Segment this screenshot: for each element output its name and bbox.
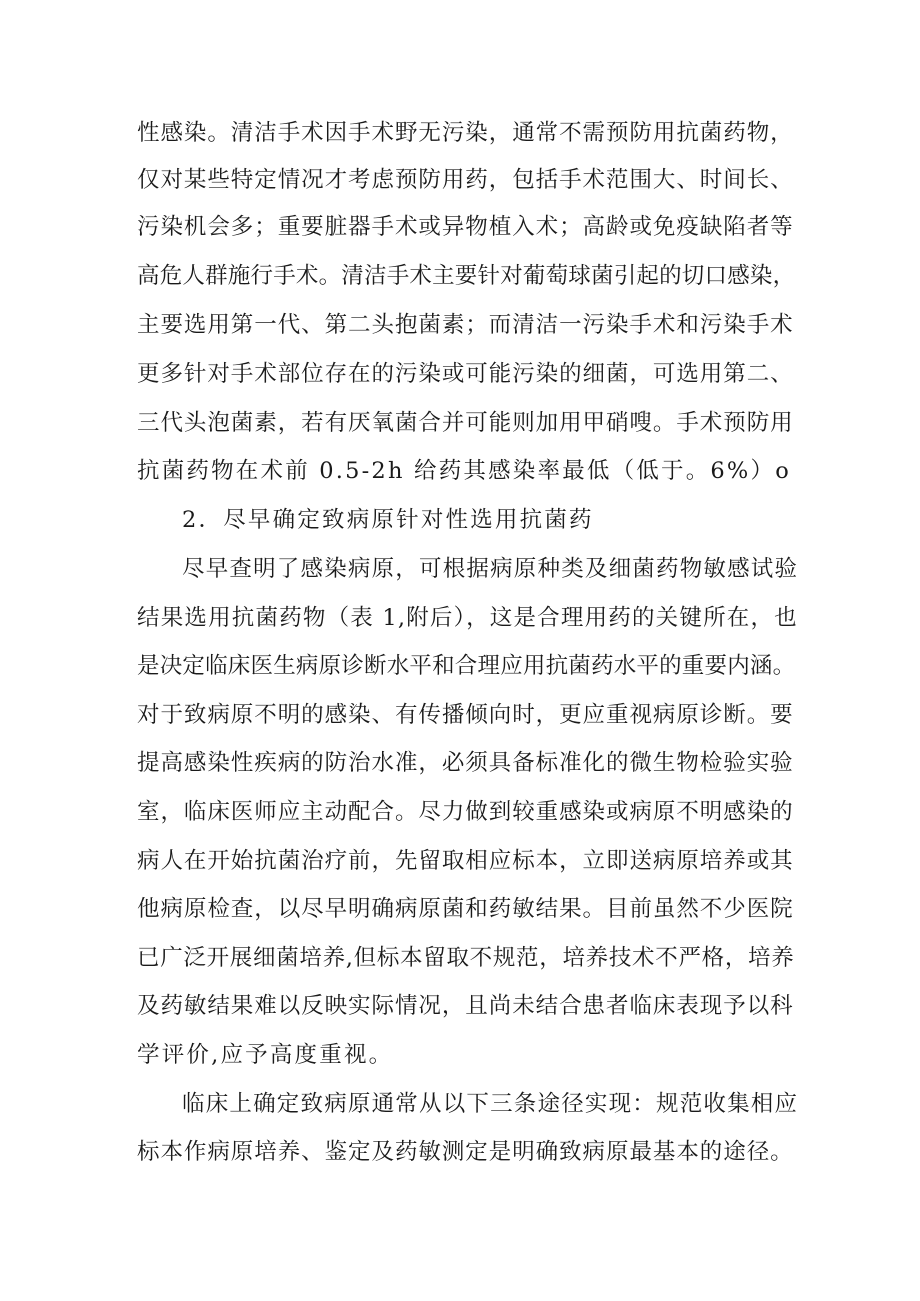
paragraph-1-line: 抗菌药物在术前 0.5-2h 给药其感染率最低（低于。6%）o [137, 458, 791, 484]
paragraph-2-line: 病人在开始抗菌治疗前，先留取相应标本，立即送病原培养或其 [137, 848, 794, 874]
paragraph-3-line: 标本作病原培养、鉴定及药敏测定是明确致病原最基本的途径。 [137, 1139, 794, 1165]
paragraph-2-line: 他病原检查，以尽早明确病原菌和药敏结果。目前虽然不少医院 [137, 896, 794, 922]
paragraph-1-line: 污染机会多；重要脏器手术或异物植入术；高龄或免疫缺陷者等 [137, 214, 794, 240]
paragraph-2-line: 是决定临床医生病原诊断水平和合理应用抗菌药水平的重要内涵。 [137, 653, 796, 679]
paragraph-1-line: 更多针对手术部位存在的污染或可能污染的细菌，可选用第二、 [137, 361, 794, 387]
paragraph-3-line: 临床上确定致病原通常从以下三条途径实现：规范收集相应 [182, 1091, 799, 1117]
paragraph-2-line: 对于致病原不明的感染、有传播倾向时，更应重视病原诊断。要 [137, 702, 794, 728]
paragraph-2-line: 及药敏结果难以反映实际情况，且尚未结合患者临床表现予以科 [137, 993, 794, 1019]
paragraph-1-line: 三代头泡菌素，若有厌氧菌合并可能则加用甲硝嗖。手术预防用 [137, 410, 794, 436]
paragraph-2-line: 已广泛开展细菌培养,但标本留取不规范，培养技术不严格，培养 [137, 945, 795, 971]
section-heading: 2．尽早确定致病原针对性选用抗菌药 [182, 507, 594, 533]
paragraph-1-line: 主要选用第一代、第二头抱菌素；而清洁一污染手术和污染手术 [137, 312, 794, 338]
paragraph-1-line: 高危人群施行手术。清洁手术主要针对葡萄球菌引起的切口感染， [137, 263, 796, 289]
paragraph-2-line: 学评价,应予高度重视。 [137, 1042, 394, 1068]
paragraph-2-line: 结果选用抗菌药物（表 1,附后），这是合理用药的关键所在，也 [137, 605, 798, 631]
paragraph-2-line: 室，临床医师应主动配合。尽力做到较重感染或病原不明感染的 [137, 799, 794, 825]
paragraph-1-line: 仅对某些特定情况才考虑预防用药，包括手术范围大、时间长、 [137, 167, 794, 193]
paragraph-2-line: 尽早查明了感染病原，可根据病原种类及细菌药物敏感试验 [182, 556, 799, 582]
paragraph-1-line: 性感染。清洁手术因手术野无污染，通常不需预防用抗菌药物， [137, 120, 794, 146]
paragraph-2-line: 提高感染性疾病的防治水准，必须具备标准化的微生物检验实验 [137, 750, 794, 776]
